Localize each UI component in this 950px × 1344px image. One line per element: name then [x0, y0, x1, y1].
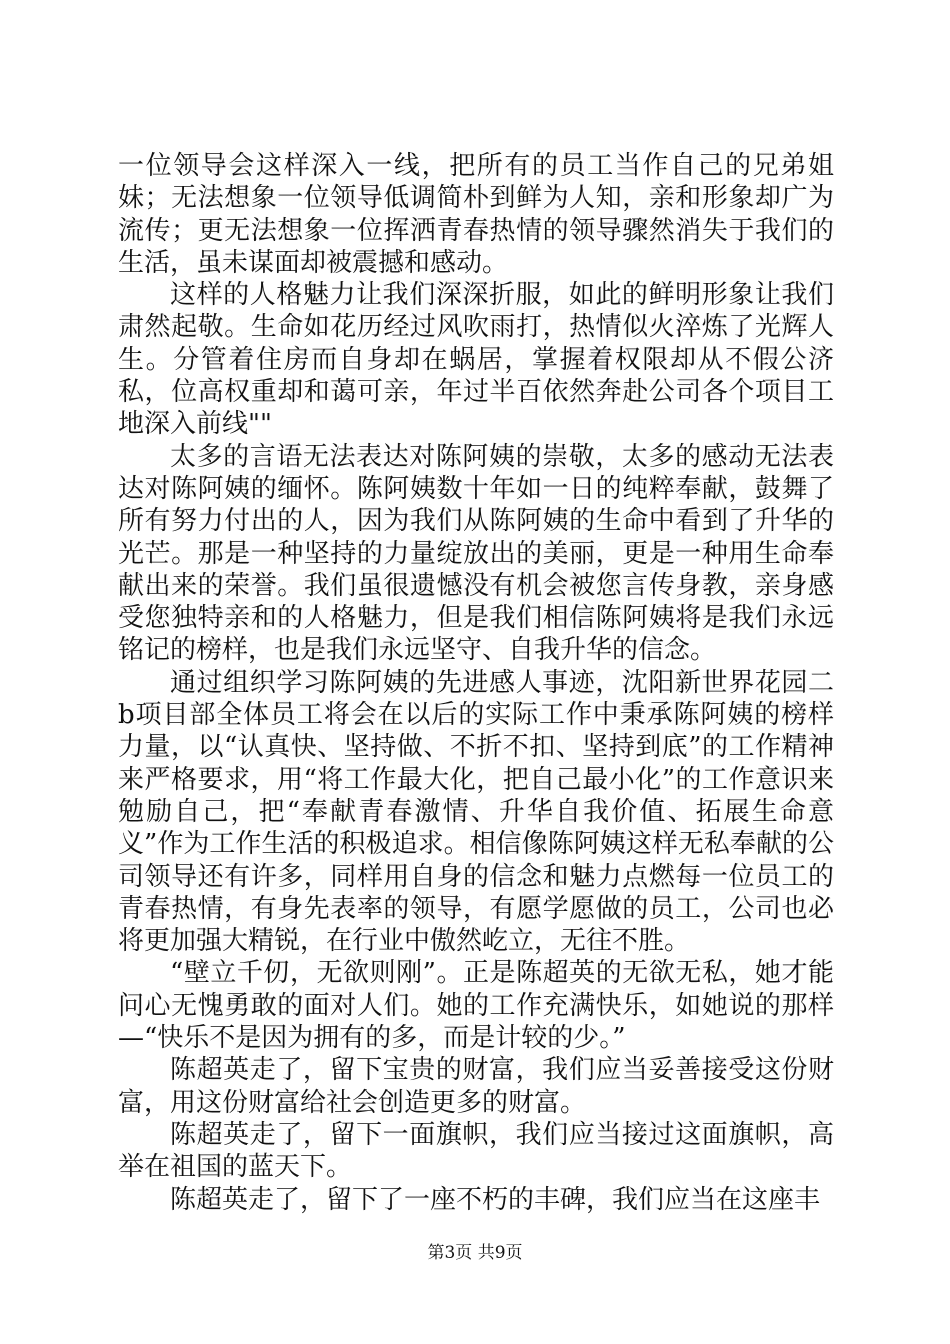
page-number-footer: 第3页 共9页 [427, 1243, 523, 1263]
document-body [118, 150, 834, 1216]
paragraph: 陈超英走了，留下宝贵的财富，我们应当妥善接受这份财富，用这份财富给社会创造更多的财富。 [118, 1055, 834, 1118]
paragraph: 陈超英走了，留下一面旗帜，我们应当接过这面旗帜，高举在祖国的蓝天下。 [118, 1119, 834, 1183]
paragraph: 这样的人格魅力让我们深深折服，如此的鲜明形象让我们肃然起敬。生命如花历经过风吹雨打，热情似火淬炼了光辉人生。分管着住房而自身却在蜗居，掌握着权限却从不假公济私，位高权重却和蔼可亲，年过半百依然奔赴公司各个项目工地深入前线"" [118, 280, 834, 440]
paragraph: 通过组织学习陈阿姨的先进感人事迹，沈阳新世界花园二b项目部全体员工将会在以后的实际工作中秉承陈阿姨的榜样力量，以“认真快、坚持做、不折不扣、坚持到底”的工作精神来严格要求，用“将工作最大化，把自己最小化”的工作意识来勉励自己，把“奉献青春激情、升华自我价值、拓展生命意义”作为工作生活的积极追求。相信像陈阿姨这样无私奉献的公司领导还有许多，同样用自身的信念和魅力点燃每一位员工的青春热情，有身先表率的领导，有愿学愿做的员工，公司也必将更加强大精锐，在行业中傲然屹立，无往不胜。 [118, 667, 834, 957]
paragraph-continued: 一位领导会这样深入一线，把所有的员工当作自己的兄弟姐妹；无法想象一位领导低调简朴到鲜为人知，亲和形象却广为流传；更无法想象一位挥洒青春热情的领导骤然消失于我们的生活，虽未谋面却被震撼和感动。 [118, 151, 834, 278]
paragraph: “壁立千仞，无欲则刚”。正是陈超英的无欲无私，她才能问心无愧勇敢的面对人们。她的工作充满快乐，如她说的那样—“快乐不是因为拥有的多，而是计较的少。” [118, 958, 834, 1054]
paragraph: 陈超英走了，留下了一座不朽的丰碑，我们应当在这座丰 [170, 1184, 821, 1215]
paragraph: 太多的言语无法表达对陈阿姨的崇敬，太多的感动无法表达对陈阿姨的缅怀。陈阿姨数十年如一日的纯粹奉献，鼓舞了所有努力付出的人，因为我们从陈阿姨的生命中看到了升华的光芒。那是一种坚持的力量绽放出的美丽，更是一种用生命奉献出来的荣誉。我们虽很遗憾没有机会被您言传身教，亲身感受您独特亲和的人格魅力，但是我们相信陈阿姨将是我们永远铭记的榜样，也是我们永远坚守、自我升华的信念。 [118, 441, 834, 666]
